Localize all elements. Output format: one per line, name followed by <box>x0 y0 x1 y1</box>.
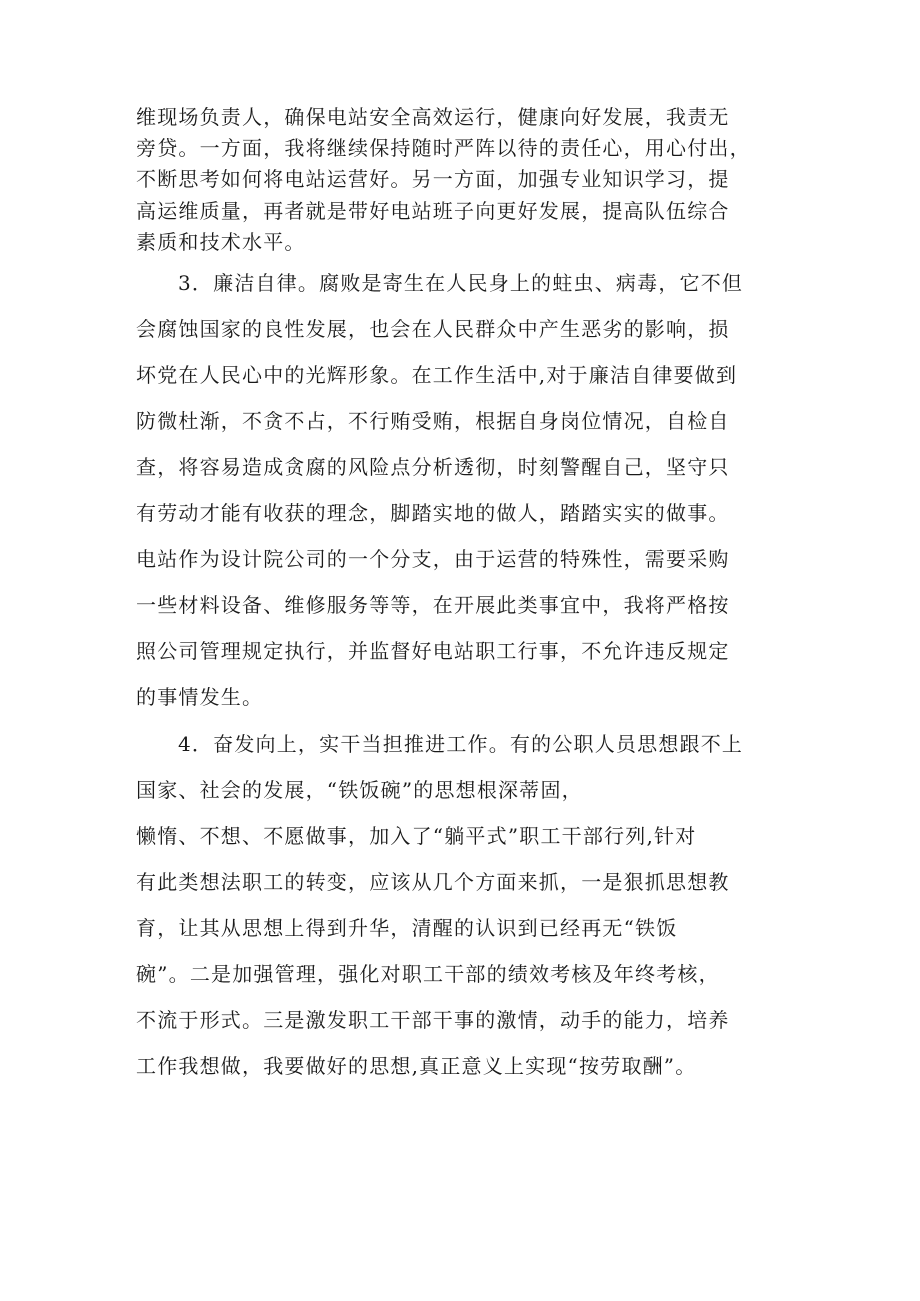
paragraph-line: 懒惰、不想、不愿做事，加入了“躺平式”职工干部行列,针对 <box>136 824 697 848</box>
paragraph-line: 坏党在人民心中的光辉形象。在工作生活中,对于廉洁自律要做到 <box>136 363 738 387</box>
paragraph-line: 旁贷。一方面，我将继续保持随时严阵以待的责任心，用心付出， <box>136 136 751 160</box>
paragraph-line: 电站作为设计院公司的一个分支，由于运营的特殊性，需要采购 <box>136 547 730 571</box>
paragraph-line: 有此类想法职工的转变，应该从几个方面来抓，一是狠抓思想教 <box>136 870 730 894</box>
paragraph-line: 育，让其从思想上得到升华，清醒的认识到已经再无“铁饭 <box>136 916 678 940</box>
paragraph-line: 不流于形式。三是激发职工干部干事的激情，动手的能力，培养 <box>136 1008 730 1032</box>
paragraph-line: 防微杜渐，不贪不占，不行贿受贿，根据自身岗位情况，自检自 <box>136 409 730 433</box>
paragraph-line: 不断思考如何将电站运营好。另一方面，加强专业知识学习，提 <box>136 167 730 191</box>
paragraph-line: 的事情发生。 <box>136 685 264 709</box>
paragraph-line: 工作我想做，我要做好的思想,真正意义上实现“按劳取酬”。 <box>136 1054 697 1078</box>
paragraph-line: 一些材料设备、维修服务等等，在开展此类事宜中，我将严格按 <box>136 593 730 617</box>
paragraph-line: 维现场负责人，确保电站安全高效运行，健康向好发展，我责无 <box>136 105 730 129</box>
paragraph-line: 照公司管理规定执行，并监督好电站职工行事，不允许违反规定 <box>136 639 730 663</box>
paragraph-line: 高运维质量，再者就是带好电站班子向更好发展，提高队伍综合 <box>136 199 730 223</box>
paragraph-line: 素质和技术水平。 <box>136 230 306 254</box>
paragraph-line: 会腐蚀国家的良性发展，也会在人民群众中产生恶劣的影响，损 <box>136 317 730 341</box>
paragraph-line: 4．奋发向上，实干当担推进工作。有的公职人员思想跟不上 <box>178 732 744 756</box>
paragraph-line: 3．廉洁自律。腐败是寄生在人民身上的蛀虫、病毒，它不但 <box>178 271 744 295</box>
paragraph-line: 国家、社会的发展，“铁饭碗”的思想根深蒂固， <box>136 778 583 802</box>
paragraph-line: 查，将容易造成贪腐的风险点分析透彻，时刻警醒自己，坚守只 <box>136 455 730 479</box>
paragraph-line: 碗”。二是加强管理，强化对职工干部的绩效考核及年终考核， <box>136 962 720 986</box>
paragraph-line: 有劳动才能有收获的理念，脚踏实地的做人，踏踏实实的做事。 <box>136 501 730 525</box>
